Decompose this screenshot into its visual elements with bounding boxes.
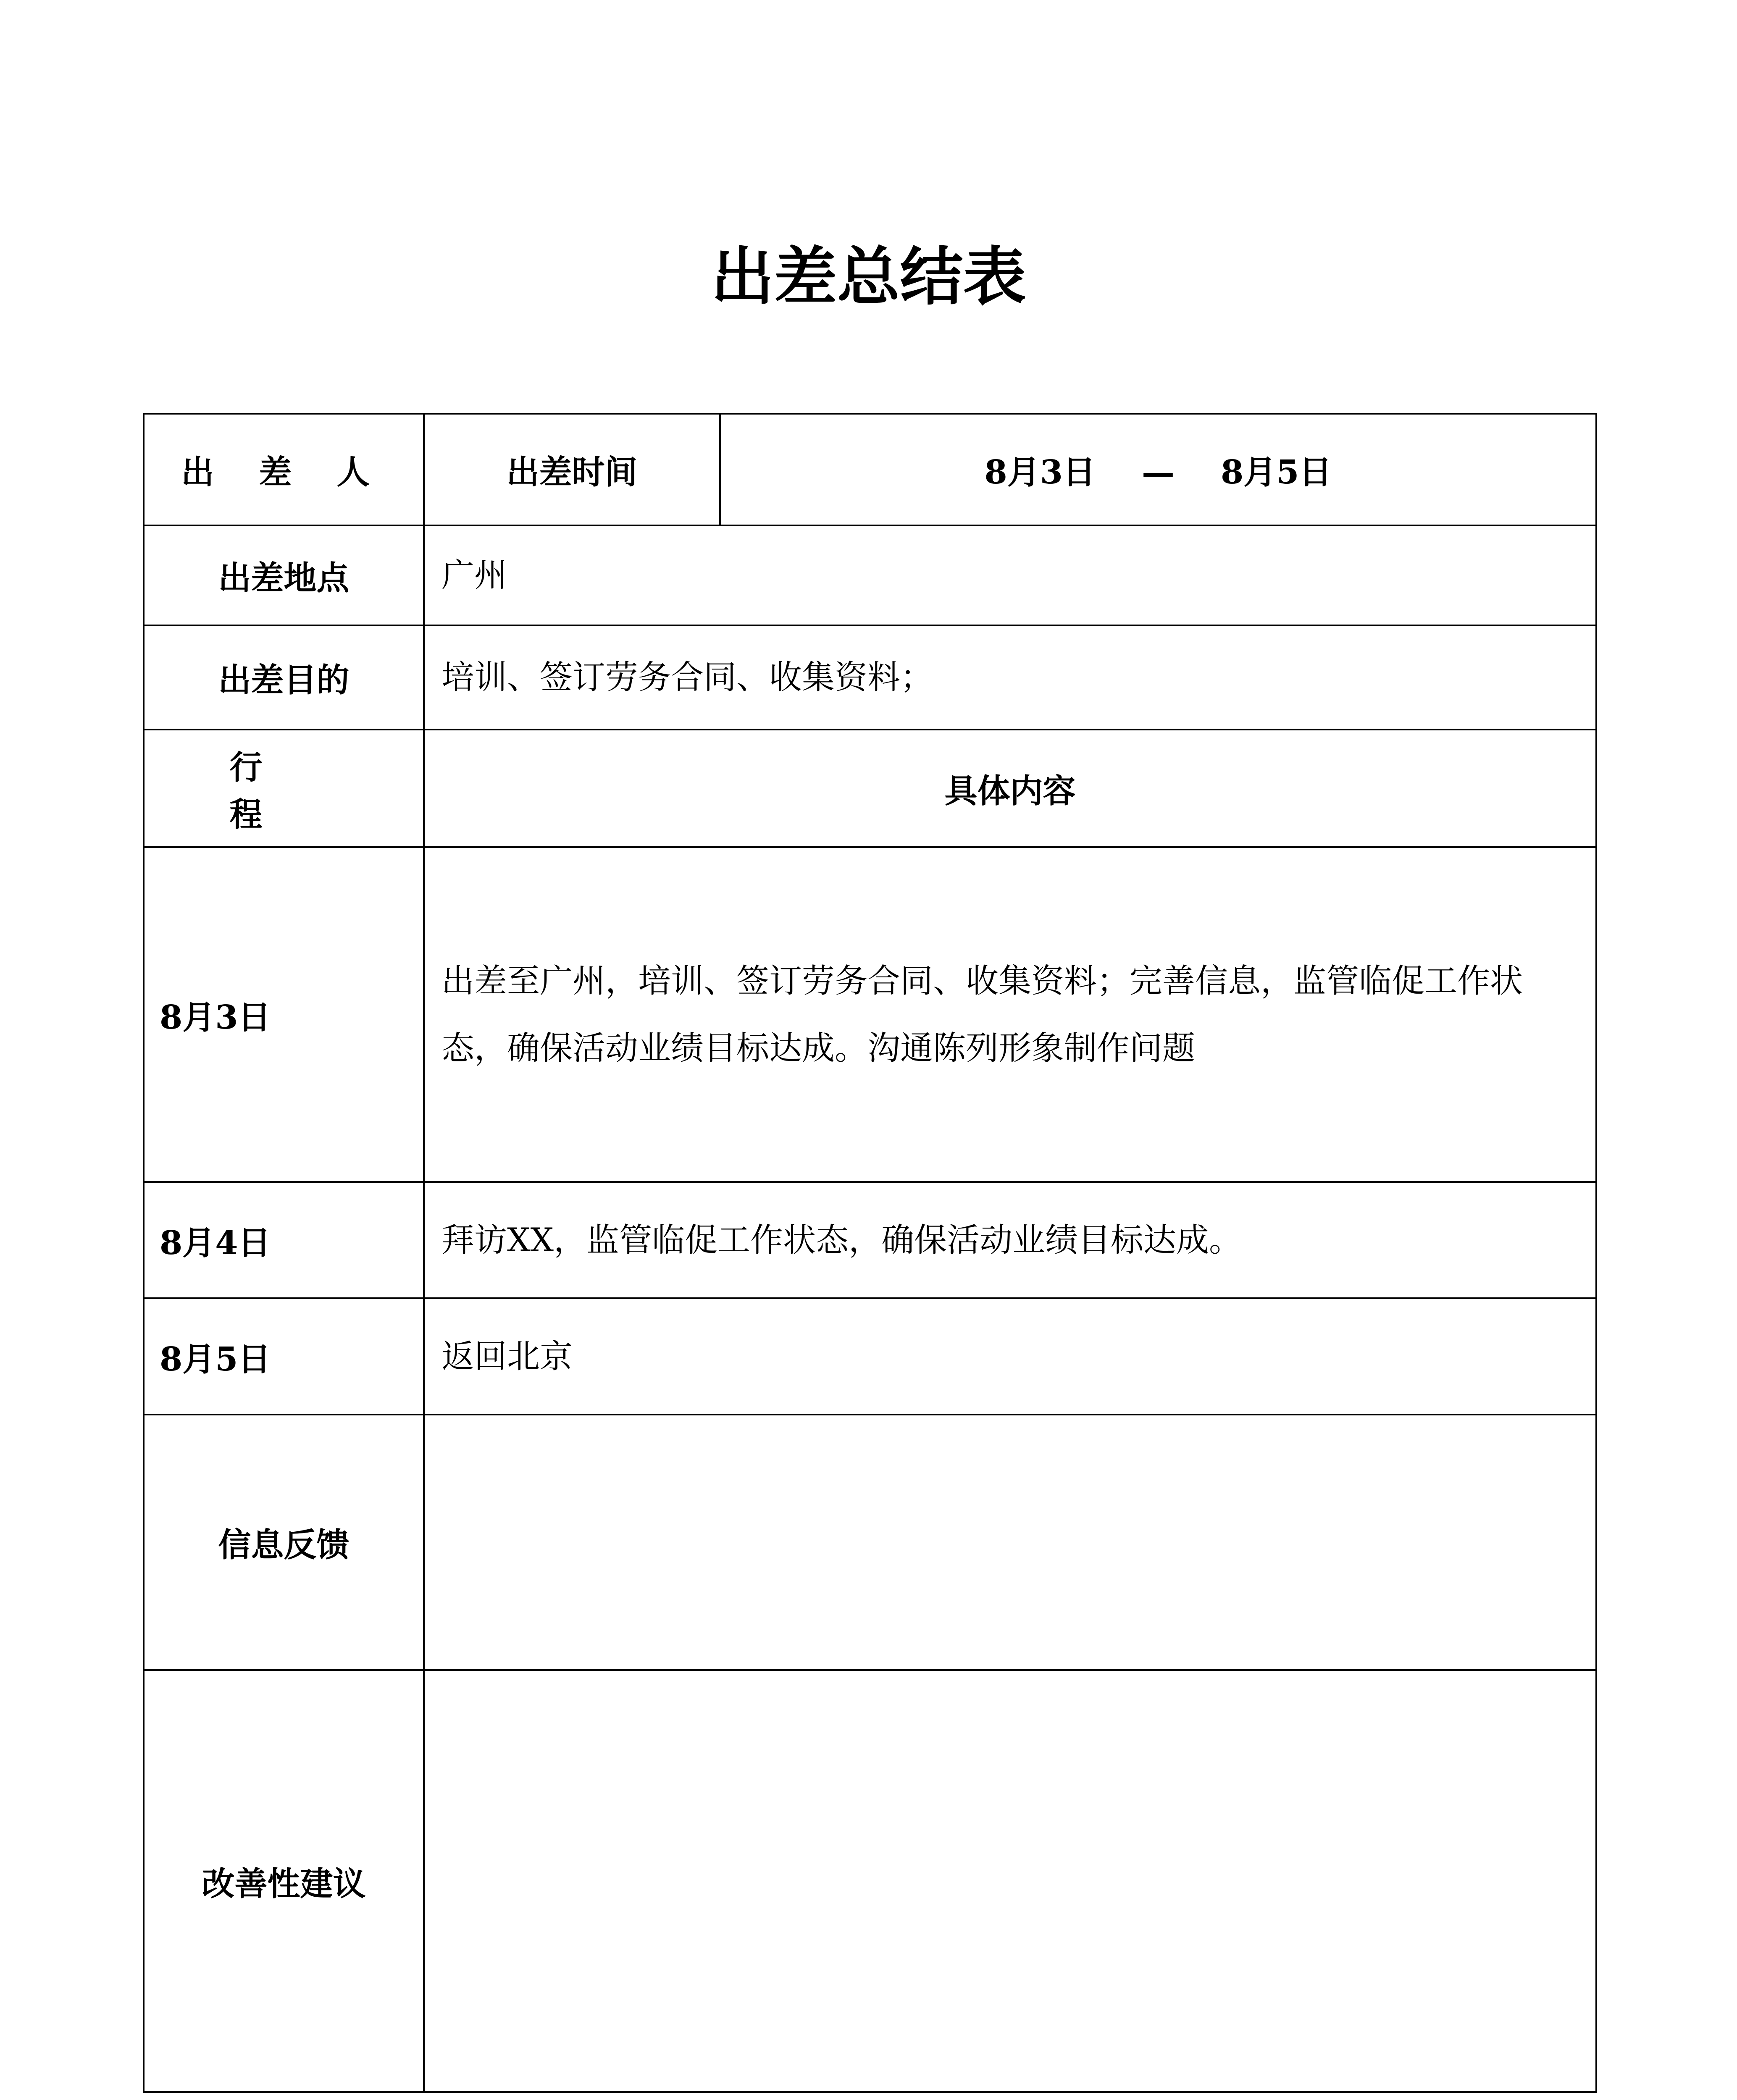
start-date: 8月3日: [984, 453, 1096, 491]
itinerary-row: [144, 1298, 1596, 1415]
location-label: 出差地点: [144, 525, 424, 625]
feedback-label: 信息反馈: [144, 1415, 424, 1670]
itinerary-content: 拜访XX，监管临促工作状态，确保活动业绩目标达成。: [424, 1182, 1596, 1298]
itinerary-label: 行 程: [144, 730, 424, 847]
date-separator: —: [1142, 453, 1175, 491]
itinerary-content: 出差至广州，培训、签订劳务合同、收集资料；完善信息，监管临促工作状态，确保活动业绩目标达成。沟通陈列形象制作问题: [424, 847, 1596, 1182]
itinerary-row: [144, 847, 1596, 1182]
itinerary-date: 8月3日: [144, 847, 424, 1182]
itinerary-date: 8月4日: [144, 1182, 424, 1298]
location-value: 广州: [424, 525, 1596, 625]
purpose-row: [144, 625, 1596, 730]
page-title: 出差总结表: [711, 241, 1026, 314]
suggestions-label: 改善性建议: [144, 1670, 424, 2092]
itinerary-date: 8月5日: [144, 1298, 424, 1415]
itinerary-content: 返回北京: [424, 1298, 1596, 1415]
purpose-label: 出差目的: [144, 625, 424, 730]
location-row: [144, 525, 1596, 625]
travel-time-label: 出差时间: [424, 414, 720, 525]
itinerary-header-row: [144, 730, 1596, 847]
travel-date-range: [720, 414, 1596, 525]
purpose-value: 培训、签订劳务合同、收集资料；: [424, 625, 1596, 730]
suggestions-value: [424, 1670, 1596, 2092]
end-date: 8月5日: [1221, 453, 1332, 491]
feedback-row: [144, 1415, 1596, 1670]
feedback-value: [424, 1415, 1596, 1670]
content-label: 具体内容: [424, 730, 1596, 847]
traveler-label: 出 差 人: [144, 414, 424, 525]
header-row: [144, 414, 1596, 525]
itinerary-row: [144, 1182, 1596, 1298]
suggestions-row: [144, 1670, 1596, 2092]
travel-summary-table: [143, 413, 1597, 2093]
